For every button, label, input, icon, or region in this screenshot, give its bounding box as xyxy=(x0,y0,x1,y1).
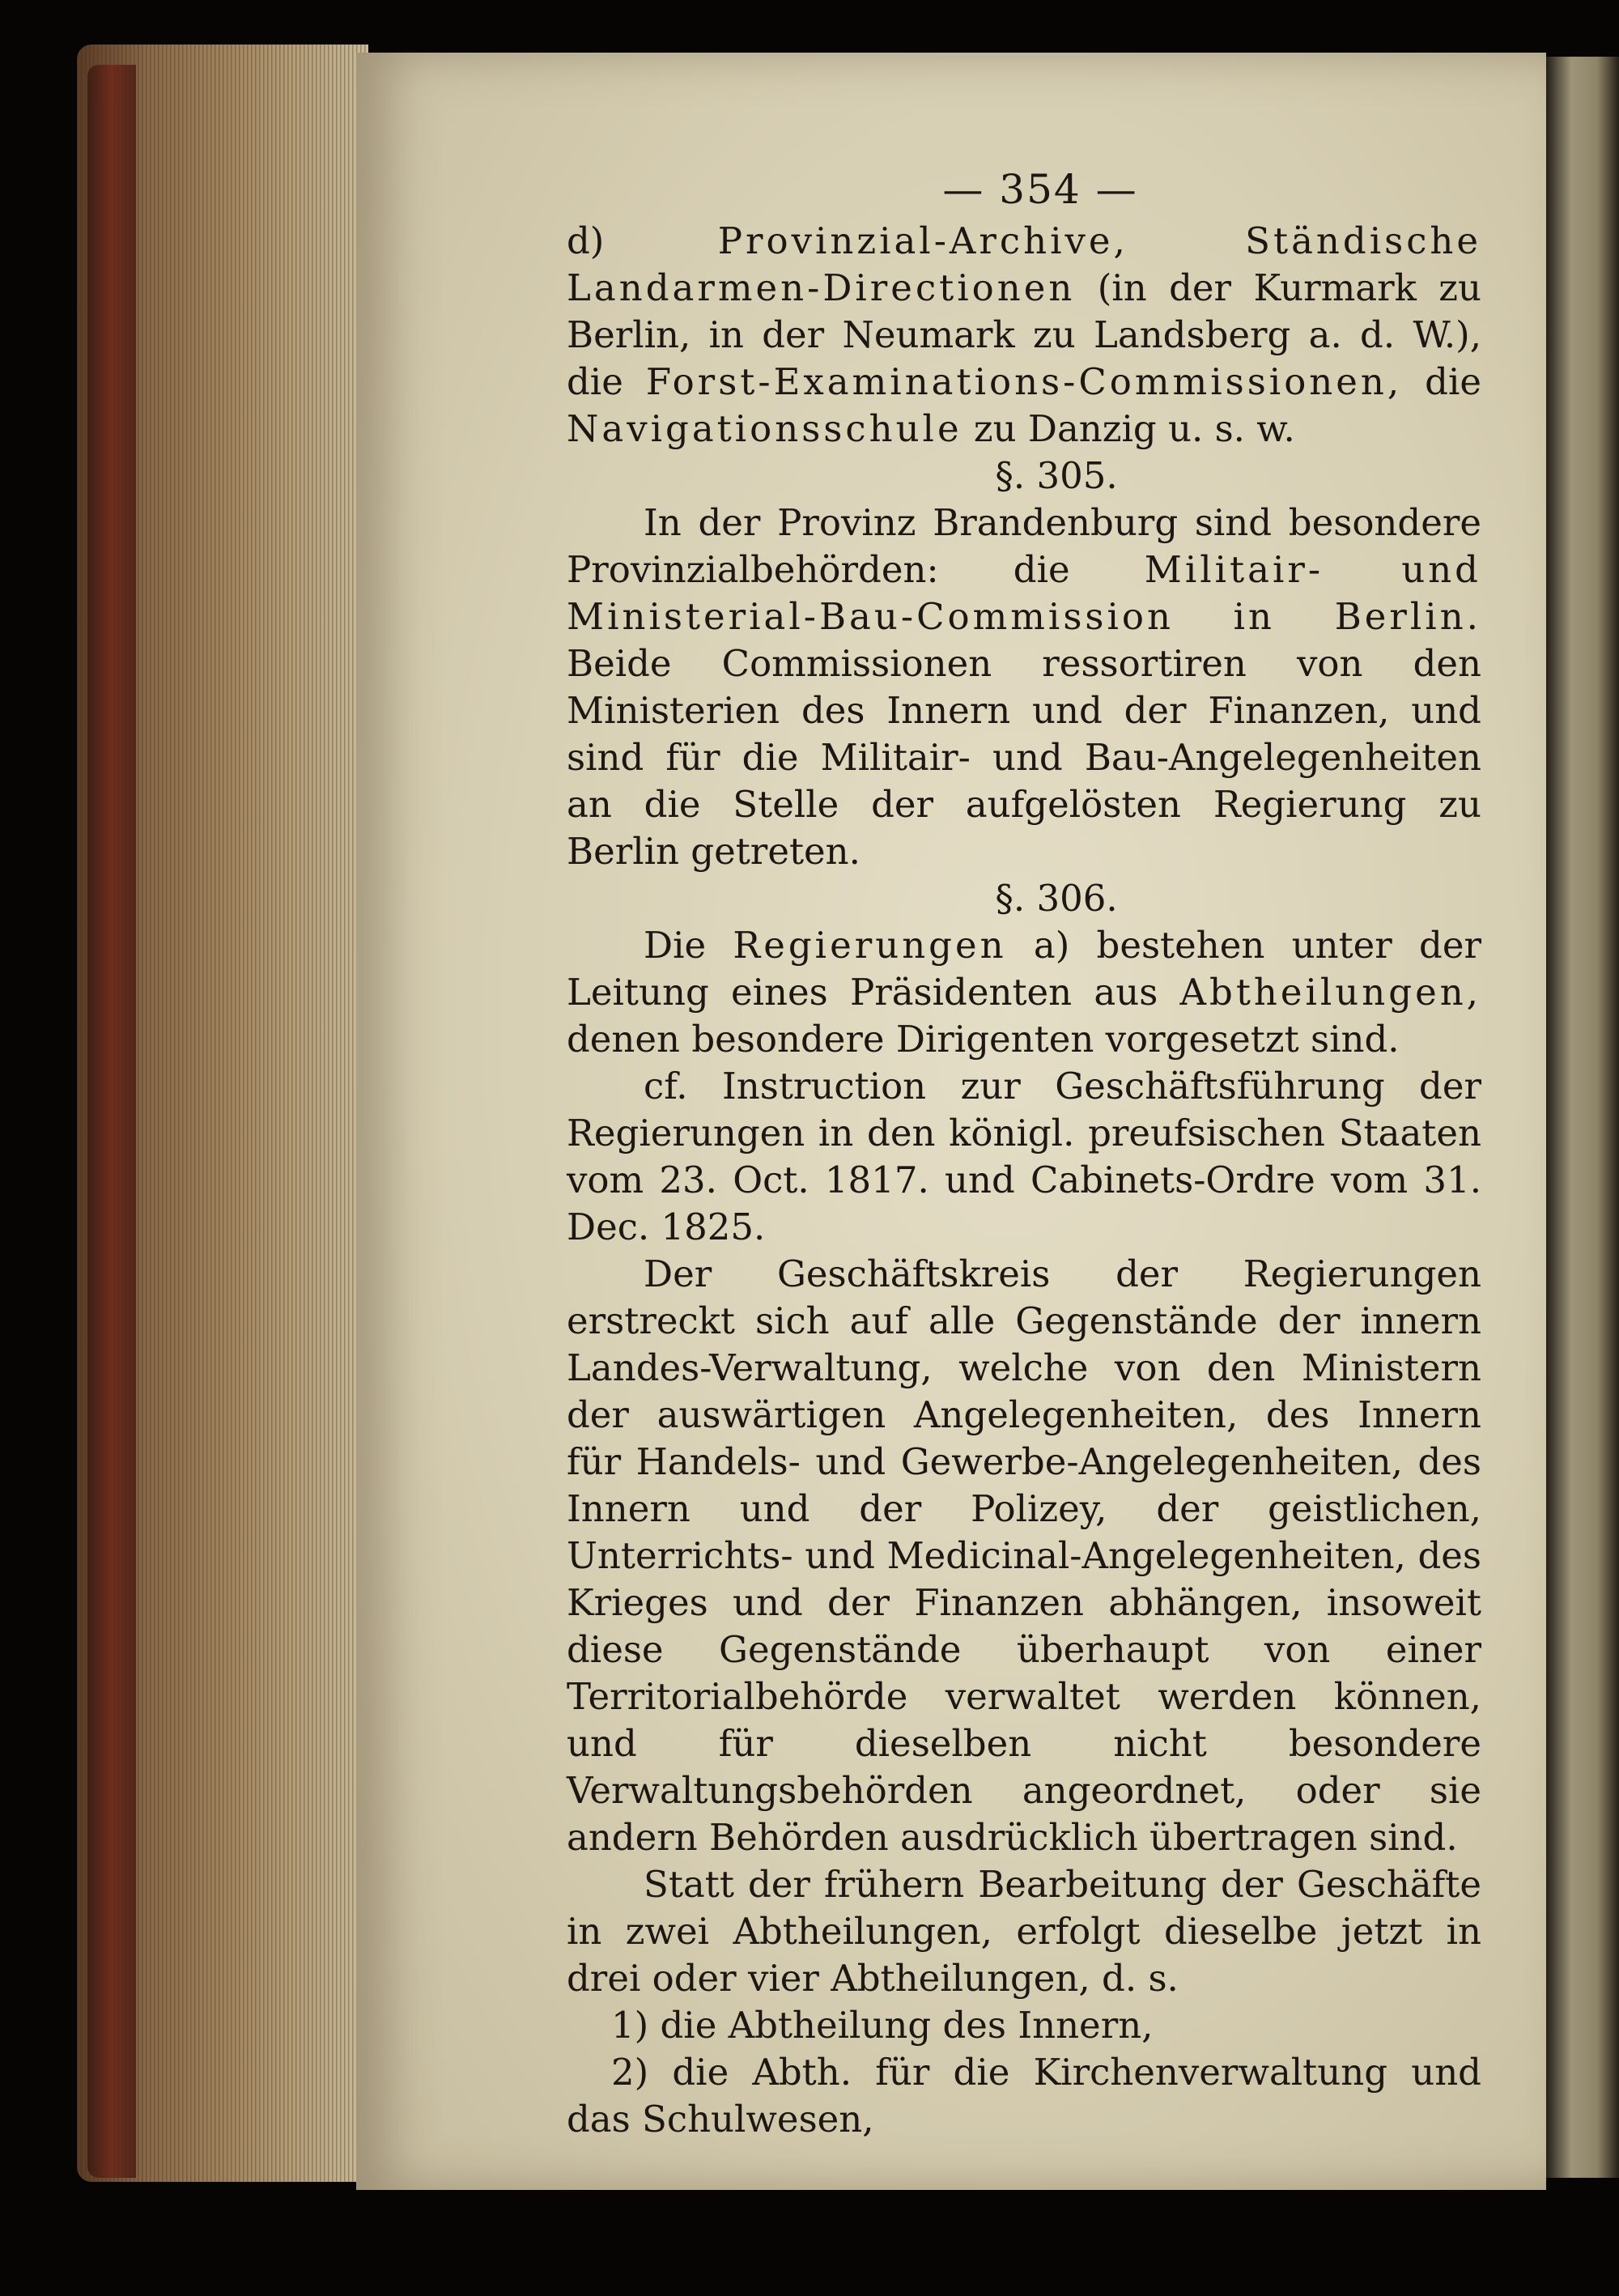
paragraph-text: zu Danzig u. s. w. xyxy=(962,407,1295,450)
section-heading-306: §. 306. xyxy=(995,877,1118,920)
section-heading-305: §. 305. xyxy=(995,454,1118,497)
list-item-1: 1) die Abtheilung des Innern, xyxy=(611,2004,1154,2047)
next-page-edge xyxy=(1546,57,1619,2178)
paragraph-text: bestehen unter der Leitung eines Präsidenten aus xyxy=(567,924,1482,1014)
emphasis-regierungen: Regierungen xyxy=(733,924,1007,967)
paragraph-geschaeftskreis: Der Geschäftskreis der Regierungen erstreckt sich auf alle Gegenstände der innern Landes-Verwaltung, welche von den Ministern der auswärtigen Angelegenheiten, des Innern für Handels- und Gewerbe-Angelegenheiten, des Innern und der Polizey, der geistlichen, Unterrichts- und Medicinal-Angelegenheiten, des Krieges und der Finanzen abhängen, insoweit diese Gegenstände überhaupt von einer Territorialbehörde verwaltet werden können, und für dieselben nicht besondere Verwaltungsbehörden angeordnet, oder sie andern Behörden ausdrücklich übertragen sind. xyxy=(567,1252,1481,1859)
paragraph-306 xyxy=(567,922,1481,1063)
emphasis-bau-commission: Militair- und Ministerial-Bau-Commission in Berlin. xyxy=(567,548,1481,638)
book-cover-spine xyxy=(87,65,136,2178)
footnote-marker: a) xyxy=(1006,924,1097,967)
paragraph-text: Beide Commissionen ressortiren von den Ministerien des Innern und der Finanzen, und sind für die Militair- und Bau-Angelegenheiten an die Stelle der aufgelösten Regierung zu Berlin getreten. xyxy=(567,642,1481,873)
paragraph-text: (in der Kurmark zu Berlin, in der Neumark zu Landsberg a. d. W.), die xyxy=(567,266,1481,403)
page-number: — 354 — xyxy=(942,166,1138,213)
item-marker: d) xyxy=(567,219,718,262)
emphasis-archive: Provinzial-Archive, Ständische Landarmen-Directionen xyxy=(567,219,1482,309)
emphasis-forst: Forst-Examinations-Commissionen, xyxy=(645,360,1403,403)
paragraph-text: denen besondere Dirigenten vorgesetzt sind. xyxy=(567,1018,1400,1061)
paragraph-305 xyxy=(567,500,1481,875)
paragraph-cf: cf. Instruction zur Geschäftsführung der Regierungen in den königl. preufsischen Staaten vom 23. Oct. 1817. und Cabinets-Ordre vom 31. Dec. 1825. xyxy=(567,1065,1481,1248)
list-item-2: 2) die Abth. für die Kirchenverwaltung und das Schulwesen, xyxy=(567,2051,1481,2141)
emphasis-navigation: Navigationsschule xyxy=(567,407,962,450)
page-text xyxy=(567,166,1481,2143)
paragraph-text: In der Provinz Brandenburg sind besondere Provinzialbehörden: die xyxy=(567,501,1481,591)
emphasis-abtheilungen: Abtheilungen, xyxy=(1179,971,1481,1014)
paragraph-d xyxy=(567,218,1481,453)
paragraph-text: die xyxy=(1402,360,1482,403)
paragraph-text: Die xyxy=(644,924,733,967)
paragraph-statt: Statt der frühern Bearbeitung der Geschäfte in zwei Abtheilungen, erfolgt dieselbe jetzt in drei oder vier Abtheilungen, d. s. xyxy=(567,1863,1481,2000)
